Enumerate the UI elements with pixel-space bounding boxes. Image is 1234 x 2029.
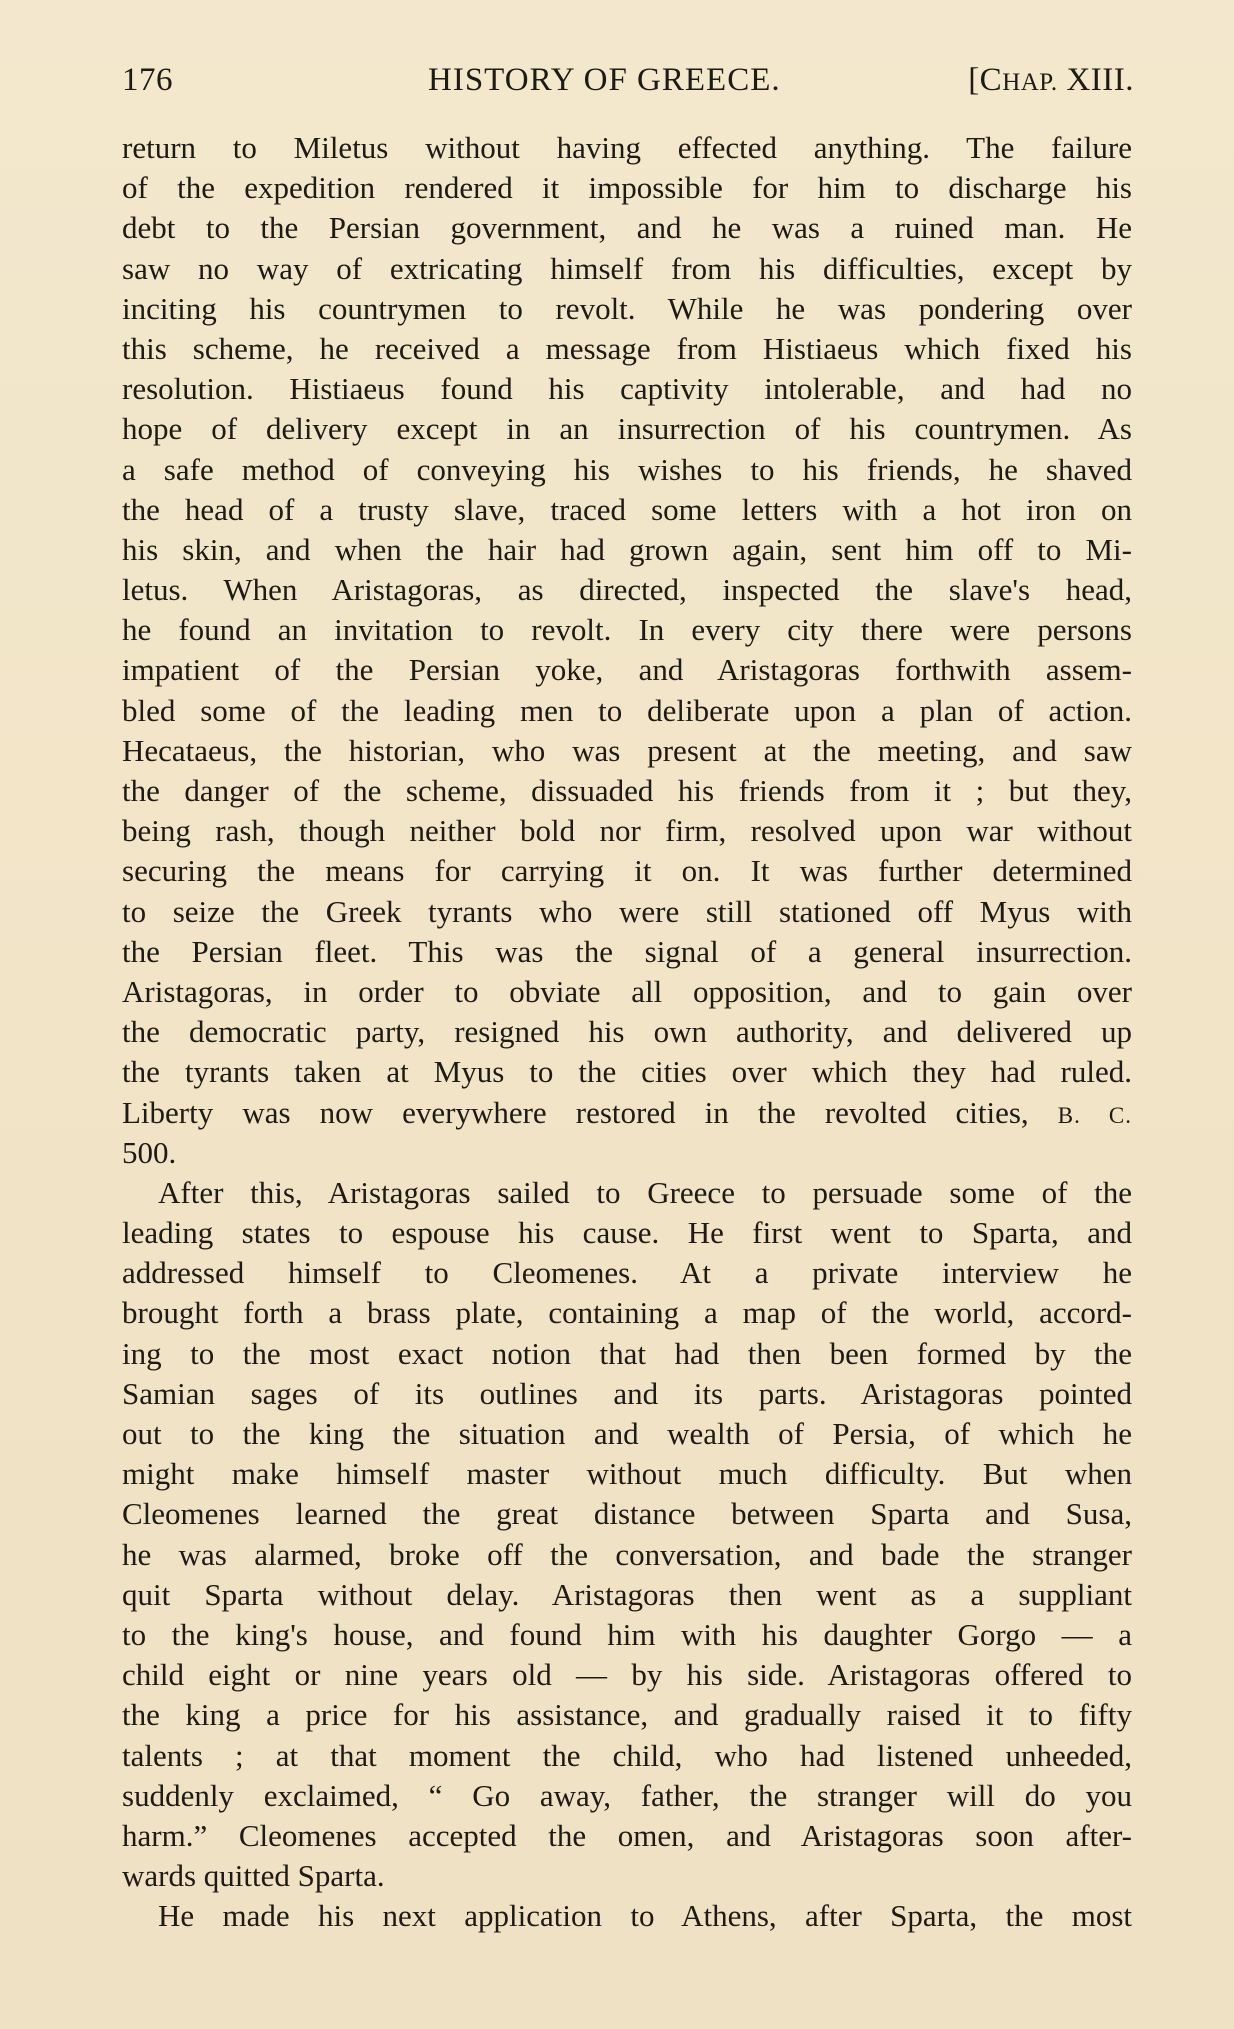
text-line: Samian sages of its outlines and its parts. Aristagoras pointed (122, 1375, 1132, 1411)
text-line: the danger of the scheme, dissuaded his friends from it ; but they, (122, 773, 1132, 808)
text-line: the head of a trusty slave, traced some letters with a hot iron on (122, 491, 1132, 527)
page-number: 176 (122, 62, 173, 98)
text-line: debt to the Persian government, and he was a ruined man. He (122, 210, 1132, 246)
text-line: the tyrants taken at Myus to the cities over which they had ruled. (122, 1054, 1132, 1090)
text-line: out to the king the situation and wealth of Persia, of which he (122, 1416, 1132, 1451)
running-head (122, 62, 1134, 108)
text-line: his skin, and when the hair had grown again, sent him off to Mi- (122, 531, 1132, 567)
running-title: HISTORY OF GREECE. (428, 62, 781, 98)
text-line: 500. (122, 1134, 177, 1170)
text-line: return to Miletus without having effected anything. The failure (122, 130, 1132, 165)
paragraph-3 (122, 1896, 1132, 1936)
text-line: he was alarmed, broke off the conversation, and bade the stranger (122, 1536, 1132, 1572)
text-line: might make himself master without much difficulty. But when (122, 1456, 1132, 1492)
text-line: Hecataeus, the historian, who was present at the meeting, and saw (122, 732, 1132, 768)
text-line: quit Sparta without delay. Aristagoras then went as a suppliant (122, 1576, 1132, 1612)
text-line: ing to the most exact notion that had then been formed by the (122, 1335, 1132, 1371)
text-line: this scheme, he received a message from Histiaeus which fixed his (122, 330, 1132, 366)
text-line: child eight or nine years old — by his side. Aristagoras offered to (122, 1657, 1132, 1693)
text-line: suddenly exclaimed, “ Go away, father, the stranger will do you (122, 1777, 1132, 1813)
text-line: bled some of the leading men to deliberate upon a plan of action. (122, 692, 1132, 728)
text-line: Cleomenes learned the great distance between Sparta and Susa, (122, 1496, 1132, 1532)
text-line: addressed himself to Cleomenes. At a private interview he (122, 1255, 1132, 1291)
text-line: to seize the Greek tyrants who were still stationed off Myus with (122, 893, 1132, 929)
text-line: impatient of the Persian yoke, and Aristagoras forthwith assem- (122, 652, 1132, 688)
text-line: securing the means for carrying it on. It was further determined (122, 853, 1132, 889)
text-line: resolution. Histiaeus found his captivity intolerable, and had no (122, 371, 1132, 407)
text-line: After this, Aristagoras sailed to Greece to persuade some of the (158, 1174, 1132, 1210)
text-line: Aristagoras, in order to obviate all opposition, and to gain over (122, 973, 1132, 1009)
text-line: wards quitted Sparta. (122, 1858, 385, 1894)
text-line: inciting his countrymen to revolt. While he was pondering over (122, 290, 1132, 326)
paragraph-1 (122, 128, 1132, 1173)
text-line: the democratic party, resigned his own authority, and delivered up (122, 1014, 1132, 1050)
chapter-label: [CHAP. XIII. (968, 62, 1134, 98)
era-label: B. C. (1057, 1102, 1132, 1128)
paragraph-2 (122, 1173, 1132, 1896)
text-line: letus. When Aristagoras, as directed, inspected the slave's head, (122, 572, 1132, 608)
text-line: of the expedition rendered it impossible for him to discharge his (122, 170, 1132, 206)
text-line: leading states to espouse his cause. He first went to Sparta, and (122, 1215, 1132, 1251)
text-line: to the king's house, and found him with his daughter Gorgo — a (122, 1616, 1132, 1652)
text-line: the Persian fleet. This was the signal of a general insurrection. (122, 933, 1132, 969)
text-line: talents ; at that moment the child, who had listened unheeded, (122, 1737, 1132, 1773)
text-line: saw no way of extricating himself from his difficulties, except by (122, 250, 1132, 286)
text-line: the king a price for his assistance, and gradually raised it to fifty (122, 1697, 1132, 1733)
text-line: He made his next application to Athens, after Sparta, the most (158, 1898, 1132, 1934)
text-line: harm.” Cleomenes accepted the omen, and Aristagoras soon after- (122, 1817, 1132, 1853)
text-line: a safe method of conveying his wishes to his friends, he shaved (122, 451, 1132, 487)
text-line: hope of delivery except in an insurrection of his countrymen. As (122, 411, 1132, 447)
text-line: brought forth a brass plate, containing a map of the world, accord- (122, 1295, 1132, 1331)
text-line: being rash, though neither bold nor firm, resolved upon war without (122, 813, 1132, 849)
text-line: Liberty was now everywhere restored in the revolted cities, B. C. (122, 1094, 1132, 1130)
body-text (122, 128, 1132, 1936)
text-line: he found an invitation to revolt. In every city there were persons (122, 612, 1132, 648)
